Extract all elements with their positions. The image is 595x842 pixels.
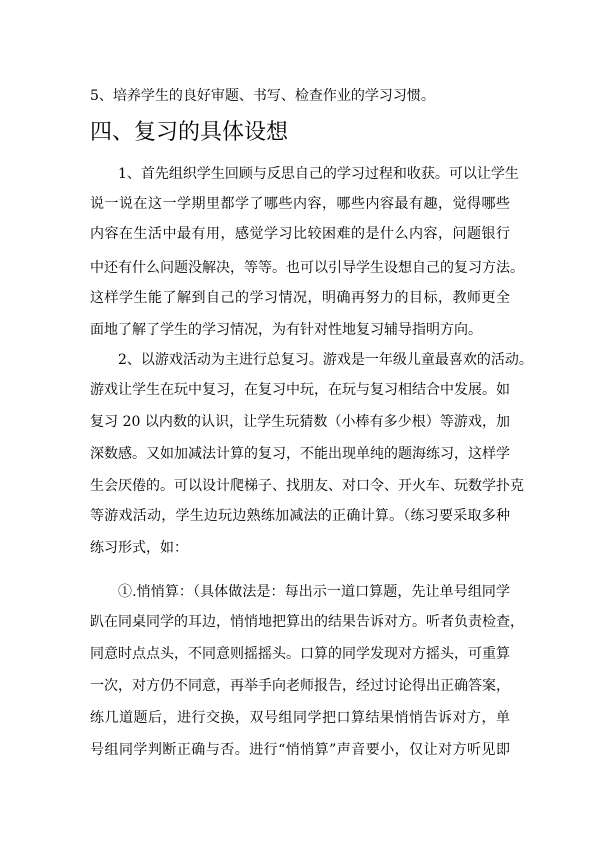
intro-item: 5、培养学生的良好审题、书写、检查作业的学习习惯。 — [90, 88, 435, 104]
paragraph-line: 号组同学判断正确与否。进行“悄悄算”声音要小，仅让对方听见即 — [90, 742, 510, 758]
paragraph-line: 面地了解了学生的学习情况，为有针对性地复习辅导指明方向。 — [90, 322, 482, 338]
paragraph-line: 深数感。又如加减法计算的复习，不能出现单纯的题海练习，这样学 — [90, 446, 510, 462]
paragraph-line: 练几道题后，进行交换，双号组同学把口算结果悄悄告诉对方，单 — [90, 710, 510, 726]
paragraph-line: 一次，对方仍不同意，再举手向老师报告，经过讨论得出正确答案， — [90, 678, 510, 694]
paragraph-line: ①.悄悄算：（具体做法是：每出示一道口算题，先让单号组同学 — [118, 584, 510, 600]
paragraph-line: 内容在生活中最有用，感觉学习比较困难的是什么内容，问题银行 — [90, 226, 510, 242]
paragraph-line: 生会厌倦的。可以设计爬梯子、找朋友、对口令、开火车、玩数学扑克 — [90, 478, 524, 494]
section-heading: 四、复习的具体设想 — [90, 120, 289, 145]
paragraph-line: 说一说在这一学期里都学了哪些内容，哪些内容最有趣，觉得哪些 — [90, 196, 510, 212]
paragraph-line: 练习形式，如： — [90, 540, 188, 556]
paragraph-line: 2、以游戏活动为主进行总复习。游戏是一年级儿童最喜欢的活动。 — [118, 352, 533, 368]
paragraph-line: 复习 20 以内数的认识，让学生玩猜数（小棒有多少根）等游戏，加 — [90, 414, 510, 430]
paragraph-line: 趴在同桌同学的耳边，悄悄地把算出的结果告诉对方。听者负责检查， — [90, 614, 524, 630]
paragraph-line: 中还有什么问题没解决，等等。也可以引导学生设想自己的复习方法。 — [90, 260, 524, 276]
paragraph-line: 1、首先组织学生回顾与反思自己的学习过程和收获。可以让学生 — [118, 166, 519, 182]
paragraph-line: 游戏让学生在玩中复习，在复习中玩，在玩与复习相结合中发展。如 — [90, 382, 510, 398]
paragraph-line: 这样学生能了解到自己的学习情况，明确再努力的目标，教师更全 — [90, 290, 510, 306]
paragraph-line: 等游戏活动，学生边玩边熟练加减法的正确计算。（练习要采取多种 — [90, 508, 510, 524]
paragraph-line: 同意时点点头，不同意则摇摇头。口算的同学发现对方摇头，可重算 — [90, 646, 510, 662]
